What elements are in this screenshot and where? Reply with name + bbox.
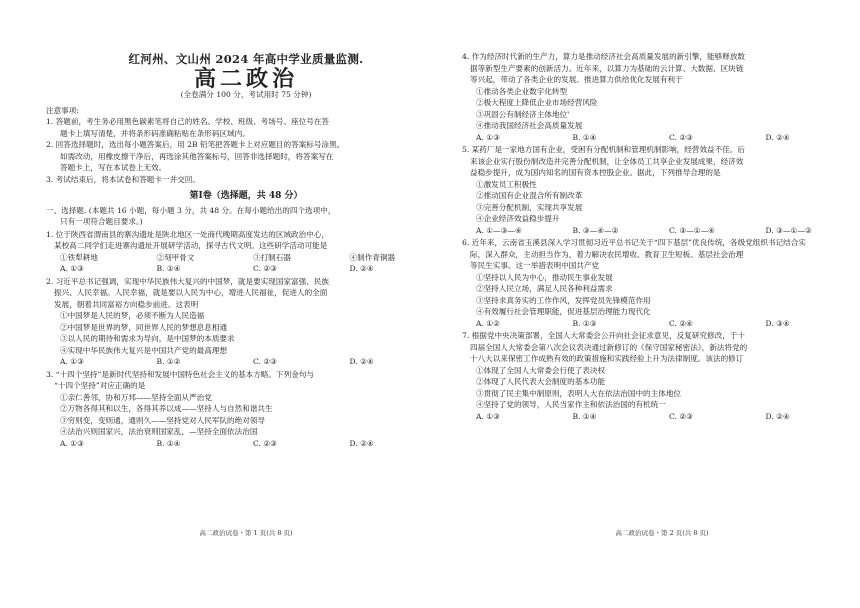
answer-option: A. ①③ xyxy=(476,132,500,142)
page-footer-right: 高二政治试卷・第 2 页(共 8 页) xyxy=(615,529,709,537)
answer-option: D. ②④ xyxy=(349,438,374,448)
answer-option: A. ①—③—④ xyxy=(476,225,522,235)
question-item: ②推动国有企业混合所有制改革 xyxy=(476,191,583,200)
exam-title: 红河州、文山州 2024 年高中学业质量监测. xyxy=(128,52,364,66)
notes-line: 如需改动，用橡皮擦干净后，再选涂其他答案标号，回答非选择题时，将答案写在 xyxy=(60,151,334,161)
question-item: ①体现了全国人大常委会行使了表决权 xyxy=(476,365,606,375)
answer-option: B. ③—④—② xyxy=(572,225,619,235)
answer-option: D. ②④ xyxy=(765,132,790,142)
question-stem-line: 发展，朝着共同富裕方向稳步前进。这表明 xyxy=(54,299,199,309)
question-item: ③坚持求真务实的工作作风，发挥党员先锋模范作用 xyxy=(476,295,651,305)
answer-option: D. ②④ xyxy=(765,411,790,421)
subject-title: 高二政治 xyxy=(193,66,298,92)
answer-option: C. ②③ xyxy=(253,438,277,448)
question-stem-line: 等兴起，带动了各类企业的发展。推进算力供给优化发展有利于 xyxy=(470,75,683,84)
question-stem-line: 十八大以来保密工作成熟有效的政策措施和实践经验上升为法律制度。该法的修订 xyxy=(470,354,744,363)
answer-option: C. ②③ xyxy=(253,264,277,273)
question-stem-line: 振兴、人民幸福。人民幸福，就是要以人民为中心，增进人民福祉，促进人的全面 xyxy=(54,288,328,297)
question-item: ④企业经济效益稳步提升 xyxy=(476,214,560,223)
left-page-column xyxy=(46,0,446,449)
question-item: ③巩固公有制经济主体地位' xyxy=(476,109,570,119)
notes-line: 2. 回答选择题时，选出每小题答案后，用 2B 铅笔把答题卡上对应题目的答案标号涂黑。 xyxy=(46,140,345,149)
question-item: ④法治兴则国家兴，法治衰则国家乱，—坚持全面依法治国 xyxy=(60,427,258,436)
score-info: (全卷满分 100 分，考试用时 75 分钟) xyxy=(180,90,312,99)
question-stem-line: “十四个坚持”对应正确的是 xyxy=(54,381,146,390)
question-stem-line: 来该企业实行股份制改造并完善分配机制，让全体员工共享企业发展成果，经济效 xyxy=(470,156,744,166)
question-2 xyxy=(46,276,446,368)
notes-line: 答题卡上，写在本试卷上无效。 xyxy=(60,163,167,172)
question-item: ②体现了人民代表大会制度的基本功能 xyxy=(476,377,606,386)
question-item: ②刻甲骨文 xyxy=(156,252,195,262)
question-item: ②极大程度上降低企业市场经营风险 xyxy=(476,98,598,107)
question-5 xyxy=(462,144,860,236)
notes-line: 1. 答题前，考生务必用黑色碳素笔将自己的姓名、学校、班级、考场号、座位号在答 xyxy=(46,117,330,126)
question-7 xyxy=(462,330,860,422)
section-intro-line: 一、选择题. (本题共 16 小题，每小题 3 分，共 48 分。在每小题给出的四个选项中， xyxy=(46,205,336,215)
notes-line: 3. 考试结束后，将本试卷和答题卡一并交回。 xyxy=(46,174,200,184)
notes-line: 题卡上填写清楚，并将条形码准确粘贴在条形码区域内。 xyxy=(60,128,250,138)
question-stem-line: 7. 根据党中央决策部署，全国人大常委会公开向社会征求意见，反复研究修改，于十 xyxy=(462,331,746,340)
question-item: ②中国梦是世界的梦，同世界人民的梦想息息相通 xyxy=(60,322,228,332)
question-item: ②万物各得其和以生，各得其养以成——坚持人与自然和谐共生 xyxy=(60,404,273,413)
answer-option: B. ①② xyxy=(156,357,181,366)
answer-option: D. ②④ xyxy=(349,357,374,366)
question-stem-line: 益稳步提升，成为国内知名的国有资本控股企业。据此，下列推导合理的是 xyxy=(470,168,721,177)
answer-options-row xyxy=(462,318,860,330)
question-4 xyxy=(462,51,860,143)
answer-options-row xyxy=(462,132,860,144)
question-6 xyxy=(462,237,860,329)
question-item: ④推动我国经济社会高质量发展 xyxy=(476,121,583,130)
answer-option: C. ②③ xyxy=(669,132,693,142)
question-stem-line: 四届全国人大常委会第八次会议表决通过新修订的《保守国家秘密法》，新法将党的 xyxy=(470,342,748,352)
question-stem-line: 4. 作为经济时代新的生产力，算力是推动经济社会高质量发展的新引擎，能够释放数 xyxy=(462,52,746,61)
answer-options-row xyxy=(46,438,446,450)
answer-option: C. ②③ xyxy=(669,411,693,421)
answer-options-row xyxy=(462,225,860,237)
answer-option: D. ③—①—② xyxy=(765,225,812,235)
question-3 xyxy=(46,369,446,450)
question-item: ①推动各类企业数字化转型 xyxy=(476,86,568,96)
question-stem-line: 3. “十四个坚持”是新时代坚持和发展中国特色社会主义的基本方略。下列金句与 xyxy=(46,369,315,379)
section-title: 第Ⅰ卷（选择题，共 48 分） xyxy=(189,191,303,201)
answer-option: B. ①④ xyxy=(156,438,181,448)
answer-options-row xyxy=(462,411,860,423)
question-stem-line: 据等新型生产要素的创新活力。近年来，以算力为基础的云计算、大数据、区块链 xyxy=(470,63,744,73)
section-intro-line: 只有一项符合题目要求。) xyxy=(60,217,143,226)
question-stem-line: 2. 习近平总书记强调，实现中华民族伟大复兴的中国梦，就是要实现国家富强、民族 xyxy=(46,276,330,286)
question-stem-line: 6. 近年来，云南省玉溪县深入学习贯彻习近平总书记关于“四下基层”优良传统，各级党组织书记结合实 xyxy=(462,238,806,247)
notes-title: 注意事项: xyxy=(46,105,79,115)
question-item: ③穷则变，变则通，通则久——坚持党对人民军队的绝对领导 xyxy=(60,415,266,425)
answer-option: A. ①③ xyxy=(60,438,84,448)
answer-option: A. ①③ xyxy=(60,357,84,366)
page-footer-left: 高二政治试卷・第 1 页(共 8 页) xyxy=(199,529,293,537)
answer-options-row xyxy=(46,263,446,275)
answer-option: C. ②③ xyxy=(253,357,277,366)
question-item: ③贯彻了民主集中制原则，表明人大在依法治国中的主体地位 xyxy=(476,388,682,398)
answer-option: C. ③—①—④ xyxy=(669,225,715,235)
question-item: ①铁犁耕地 xyxy=(60,252,98,262)
question-stem-line: 际，深入群众，主动担当作为，着力解决农民增收、教育卫生短板、基层社会治理 xyxy=(470,249,744,259)
answer-option: D. ②④ xyxy=(349,264,374,273)
answer-option: D. ③④ xyxy=(765,318,790,328)
question-item: ①亲仁善邻，协和万邦——坚持全面从严治党 xyxy=(60,392,212,402)
question-stem-line: 某校高二同学们走进寨沟遗址开展研学活动，探寻古代文明。这些研学活动可能是 xyxy=(54,241,328,250)
question-item: ①激发员工积极性 xyxy=(476,179,537,189)
question-item: ④实现中华民族伟大复兴是中国共产党的最高理想 xyxy=(60,345,228,355)
question-item: ④坚持了党的领导，人民当家作主和依法治国的有机统一 xyxy=(476,400,666,409)
answer-option: C. ②④ xyxy=(669,318,693,328)
answer-option: B. ①③ xyxy=(572,318,597,328)
question-stem-line: 1. 位于陕西省渭南县的寨沟遗址是陕北地区一处商代晚期高度发达的区域政治中心， xyxy=(46,229,330,239)
question-item: ④有效履行社会管理职能，促进基层治理能力现代化 xyxy=(476,307,651,316)
answer-options-row xyxy=(46,356,446,368)
question-item: ③打制石器 xyxy=(253,252,291,262)
right-page-column xyxy=(462,0,860,422)
question-stem-line: 5. 某药厂是一家地方国有企业，受困有分配机制和管理机制影响，经营效益不佳。后 xyxy=(462,145,746,154)
answer-option: B. ①④ xyxy=(572,132,597,142)
question-1 xyxy=(46,229,446,275)
question-item: ③以人民的期待和需求为导向，是中国梦的本质要求 xyxy=(60,334,235,343)
answer-option: A. ①② xyxy=(476,318,500,328)
answer-option: A. ①③ xyxy=(60,264,84,273)
question-item: ③完善分配机制，实现共享发展 xyxy=(476,202,583,212)
question-stem-line: 等民生实事。这一举措表明中国共产党 xyxy=(470,261,600,270)
question-items-row xyxy=(46,252,446,264)
question-item: ①坚持以人民为中心，推动民生事业发展 xyxy=(476,272,613,282)
answer-option: B. ①④ xyxy=(572,411,597,421)
question-item: ④制作青铜器 xyxy=(349,252,396,262)
question-item: ①中国梦是人民的梦，必须不断为人民造福 xyxy=(60,311,205,320)
answer-option: B. ①④ xyxy=(156,264,181,273)
answer-option: A. ①③ xyxy=(476,411,500,421)
question-item: ②坚持人民立场，满足人民各种利益需求 xyxy=(476,284,613,293)
